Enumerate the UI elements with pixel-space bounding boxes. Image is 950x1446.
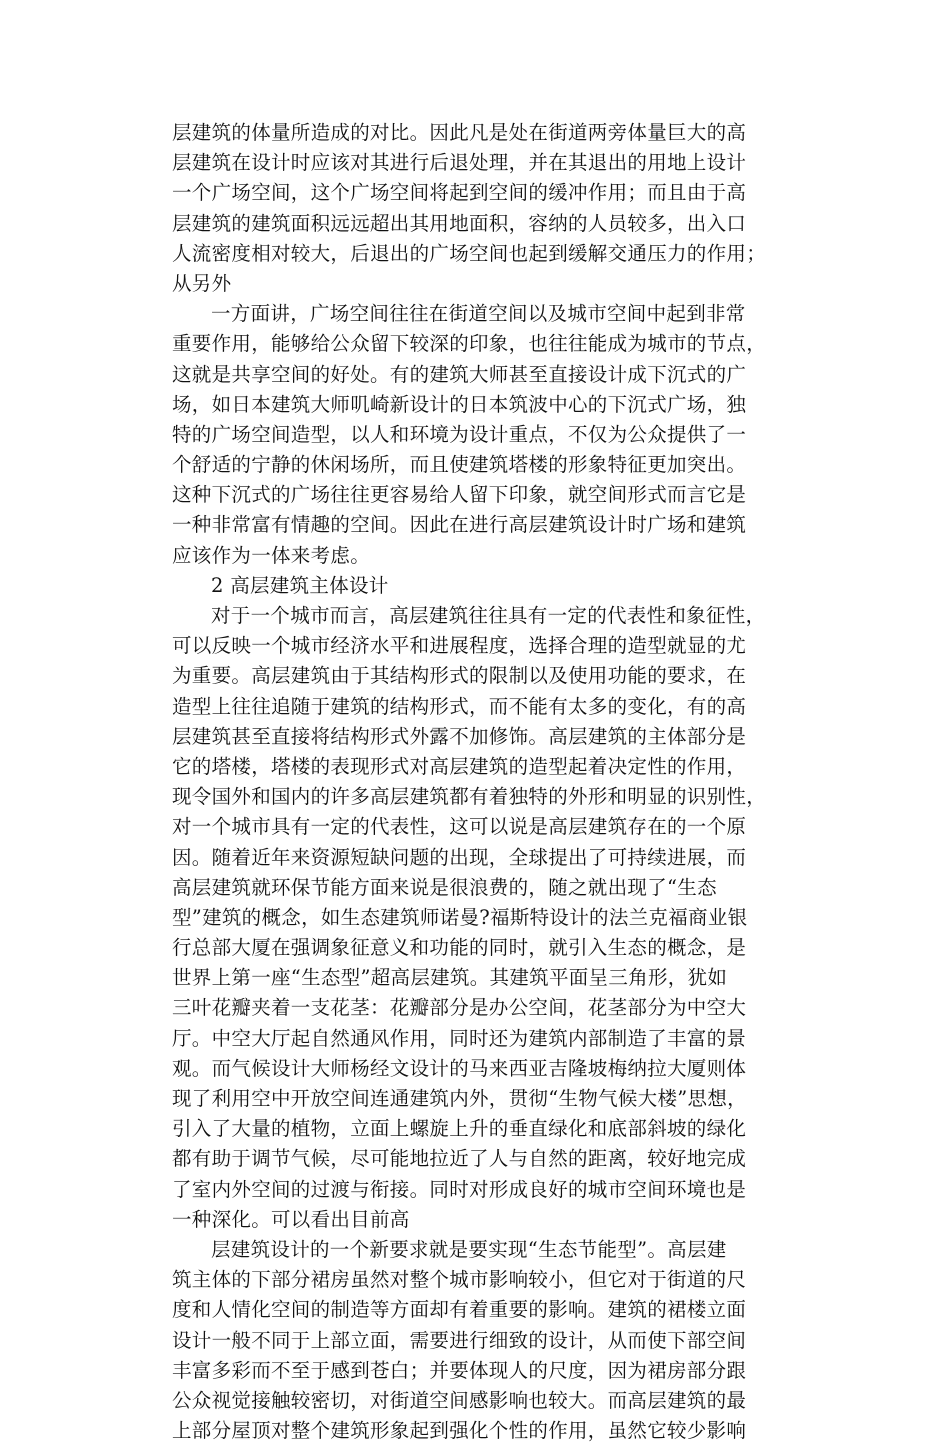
text-line: 层建筑的建筑面积远远超出其用地面积，容纳的人员较多，出入口 bbox=[172, 211, 747, 235]
text-line: 为重要。高层建筑由于其结构形式的限制以及使用功能的要求，在 bbox=[172, 664, 747, 688]
text-line: 厅。中空大厅起自然通风作用，同时还为建筑内部制造了丰富的景 bbox=[172, 1026, 747, 1050]
text-line: 一种非常富有情趣的空间。因此在进行高层建筑设计时广场和建筑 bbox=[172, 513, 747, 537]
text-line: 从另外 bbox=[172, 271, 232, 295]
text-line: 层建筑在设计时应该对其进行后退处理，并在其退出的用地上设计 bbox=[172, 151, 747, 175]
text-line: 一方面讲，广场空间往往在街道空间以及城市空间中起到非常 bbox=[211, 302, 746, 326]
text-line: 层建筑设计的一个新要求就是要实现“生态节能型”。高层建 bbox=[211, 1237, 727, 1261]
text-line: 现了利用空中开放空间连通建筑内外，贯彻“生物气候大楼”思想， bbox=[172, 1087, 747, 1110]
text-line: 因。随着近年来资源短缺问题的出现，全球提出了可持续进展，而 bbox=[172, 845, 747, 869]
text-line: 现令国外和国内的许多高层建筑都有着独特的外形和明显的识别性， bbox=[172, 785, 767, 809]
text-line: 造型上往往追随于建筑的结构形式，而不能有太多的变化，有的高 bbox=[172, 694, 747, 718]
text-line: 上部分屋顶对整个建筑形象起到强化个性的作用，虽然它较少影响 bbox=[172, 1419, 747, 1443]
text-line: 了室内外空间的过渡与衔接。同时对形成良好的城市空间环境也是 bbox=[172, 1177, 747, 1201]
text-line: 都有助于调节气候，尽可能地拉近了人与自然的距离，较好地完成 bbox=[172, 1147, 747, 1171]
text-line: 可以反映一个城市经济水平和进展程度，选择合理的造型就显的尤 bbox=[172, 634, 747, 658]
text-line: 行总部大厦在强调象征意义和功能的同时，就引入生态的概念，是 bbox=[172, 936, 747, 960]
text-line: 观。而气候设计大师杨经文设计的马来西亚吉隆坡梅纳拉大厦则体 bbox=[172, 1056, 747, 1080]
text-line: 高层建筑就环保节能方面来说是很浪费的，随之就出现了“生态 bbox=[172, 875, 717, 899]
text-line: 对一个城市具有一定的代表性，这可以说是高层建筑存在的一个原 bbox=[172, 815, 747, 839]
text-line: 设计一般不同于上部立面，需要进行细致的设计，从而使下部空间 bbox=[172, 1328, 747, 1352]
text-line: 丰富多彩而不至于感到苍白；并要体现人的尺度，因为裙房部分跟 bbox=[172, 1358, 747, 1382]
text-line: 引入了大量的植物，立面上螺旋上升的垂直绿化和底部斜坡的绿化 bbox=[172, 1117, 747, 1141]
text-line: 2 高层建筑主体设计 bbox=[211, 573, 389, 597]
text-line: 个舒适的宁静的休闲场所，而且使建筑塔楼的形象特征更加突出。 bbox=[172, 453, 747, 477]
text-line: 一种深化。可以看出目前高 bbox=[172, 1207, 410, 1231]
text-line: 特的广场空间造型，以人和环境为设计重点，不仅为公众提供了一 bbox=[172, 422, 747, 446]
text-line: 重要作用，能够给公众留下较深的印象，也往往能成为城市的节点， bbox=[172, 332, 767, 356]
body-text bbox=[172, 118, 792, 1446]
text-line: 一个广场空间，这个广场空间将起到空间的缓冲作用；而且由于高 bbox=[172, 181, 747, 205]
text-line: 层建筑甚至直接将结构形式外露不加修饰。高层建筑的主体部分是 bbox=[172, 724, 747, 748]
text-line: 度和人情化空间的制造等方面却有着重要的影响。建筑的裙楼立面 bbox=[172, 1298, 747, 1322]
text-line: 人流密度相对较大，后退出的广场空间也起到缓解交通压力的作用； bbox=[172, 241, 767, 265]
text-line: 世界上第一座“生态型”超高层建筑。其建筑平面呈三角形，犹如 bbox=[172, 966, 728, 990]
text-line: 这种下沉式的广场往往更容易给人留下印象，就空间形式而言它是 bbox=[172, 483, 747, 507]
text-line: 层建筑的体量所造成的对比。因此凡是处在街道两旁体量巨大的高 bbox=[172, 121, 747, 144]
text-line: 场，如日本建筑大师叽崎新设计的日本筑波中心的下沉式广场，独 bbox=[172, 392, 747, 416]
text-line: 筑主体的下部分裙房虽然对整个城市影响较小，但它对于街道的尺 bbox=[172, 1268, 747, 1292]
text-line: 应该作为一体来考虑。 bbox=[172, 543, 371, 567]
text-line: 型”建筑的概念，如生态建筑师诺曼?福斯特设计的法兰克福商业银 bbox=[172, 905, 748, 929]
text-line: 三叶花瓣夹着一支花茎：花瓣部分是办公空间，花茎部分为中空大 bbox=[172, 996, 747, 1020]
text-line: 对于一个城市而言，高层建筑往往具有一定的代表性和象征性， bbox=[211, 604, 766, 627]
text-line: 这就是共享空间的好处。有的建筑大师甚至直接设计成下沉式的广 bbox=[172, 362, 747, 386]
text-line: 公众视觉接触较密切，对街道空间感影响也较大。而高层建筑的最 bbox=[172, 1388, 747, 1412]
text-line: 它的塔楼，塔楼的表现形式对高层建筑的造型起着决定性的作用， bbox=[172, 754, 747, 778]
